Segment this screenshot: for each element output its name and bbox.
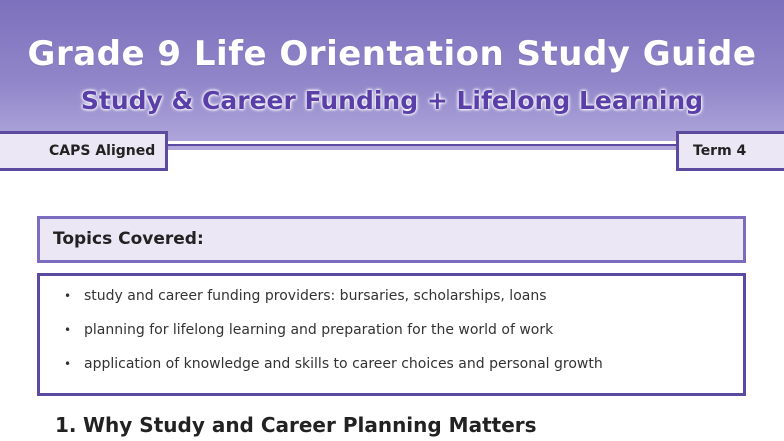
caps-aligned-tag (0, 131, 168, 171)
page-subtitle: Study & Career Funding + Lifelong Learning (80, 86, 704, 115)
topics-box (37, 273, 746, 396)
list-item (64, 322, 553, 338)
topic-text: application of knowledge and skills to career choices and personal growth (84, 356, 603, 372)
bullet-icon: • (64, 357, 72, 371)
list-item (64, 356, 603, 372)
bullet-icon: • (64, 289, 72, 303)
topic-text: planning for lifelong learning and preparation for the world of work (84, 322, 554, 338)
term-label: Term 4 (693, 143, 747, 159)
topic-text: study and career funding providers: bursaries, scholarships, loans (84, 288, 547, 304)
section-heading (55, 413, 537, 437)
list-item (64, 288, 547, 304)
header-banner (0, 0, 784, 150)
caps-aligned-label: CAPS Aligned (49, 143, 156, 159)
section-number: 1. (55, 413, 77, 437)
section-title: Why Study and Career Planning Matters (83, 413, 537, 437)
topics-header (37, 216, 746, 263)
bullet-icon: • (64, 323, 72, 337)
term-tag (676, 131, 784, 171)
header-divider (160, 141, 680, 146)
topics-heading: Topics Covered: (53, 229, 204, 249)
page-title: Grade 9 Life Orientation Study Guide (27, 34, 757, 74)
